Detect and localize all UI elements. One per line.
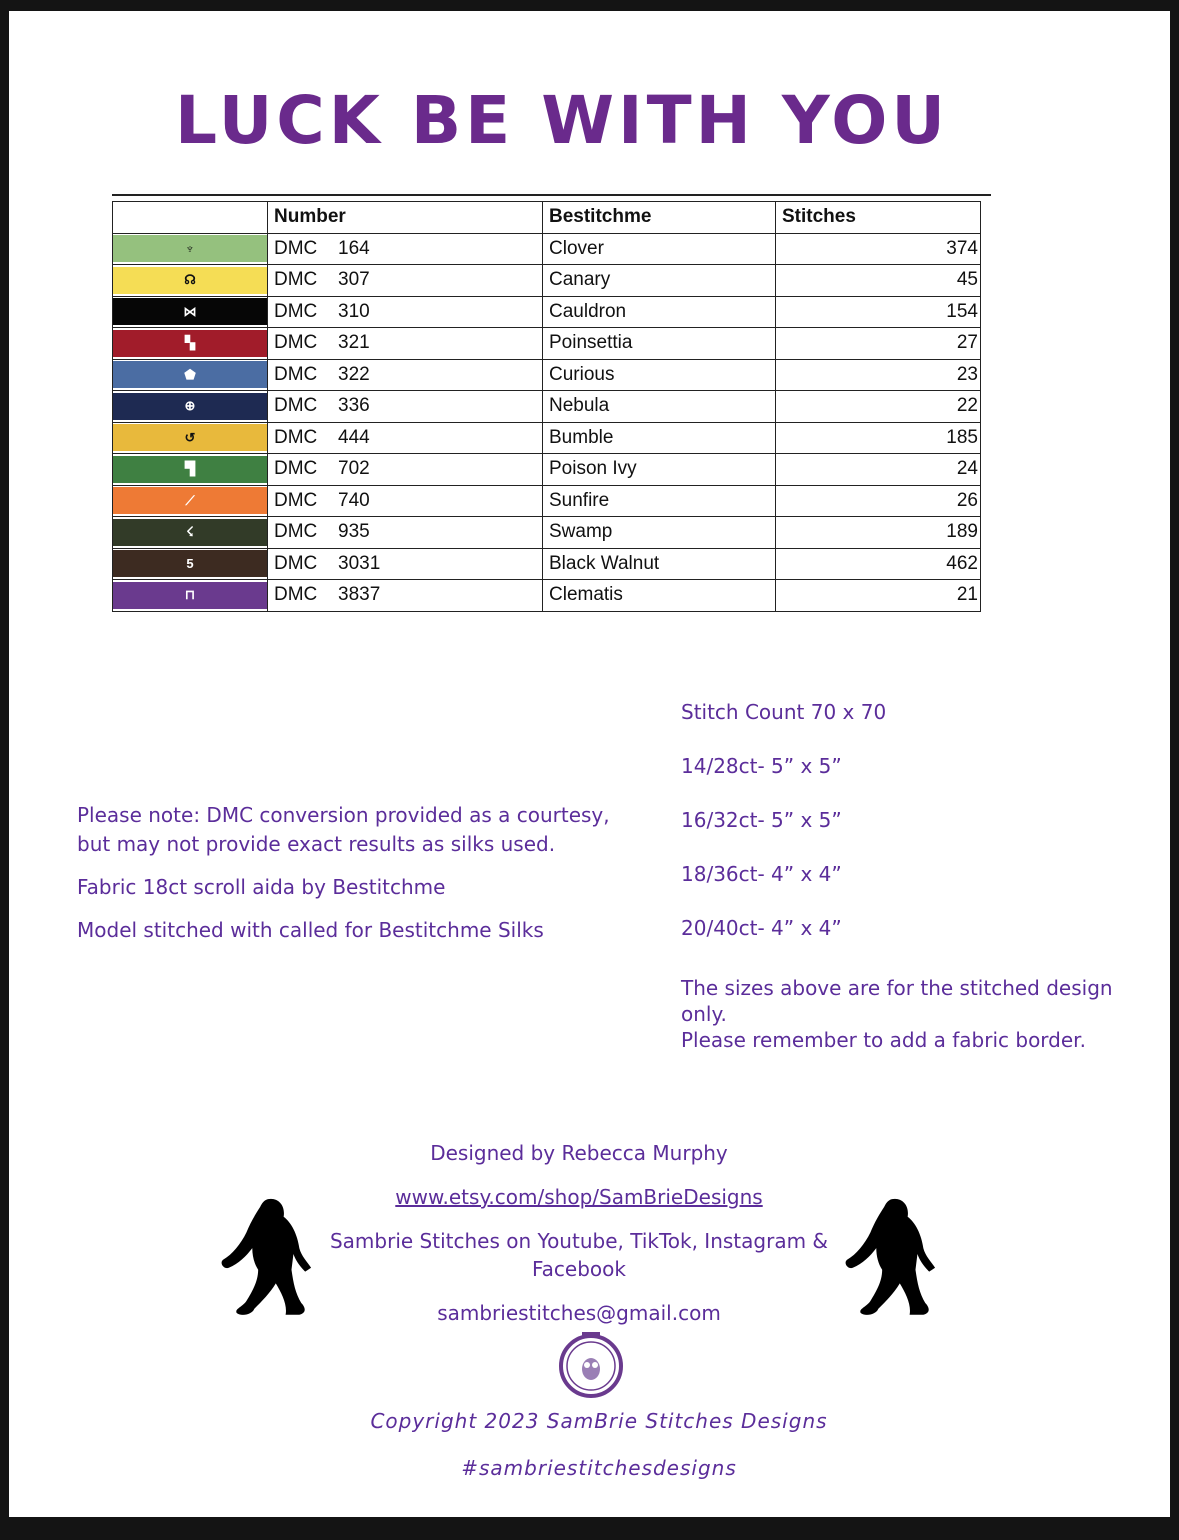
credits-block (309, 1139, 849, 1327)
circle-symbol: ⊕ (113, 393, 267, 420)
header-symbol (113, 202, 268, 234)
dmc-number-cell (268, 517, 543, 549)
dmc-number-cell (268, 265, 543, 297)
diagonal-symbol: ⟋ (113, 487, 267, 514)
dmc-prefix: DMC (274, 458, 318, 480)
dmc-number-cell (268, 328, 543, 360)
table-row (113, 265, 981, 297)
model-note: Model stitched with called for Bestitchme Silks (77, 918, 544, 942)
dmc-prefix: DMC (274, 426, 318, 448)
bigfoot-silhouette-icon (217, 1191, 315, 1319)
stitch-count-cell: 154 (776, 296, 981, 328)
stitch-count: Stitch Count 70 x 70 (681, 700, 887, 724)
dmc-prefix: DMC (274, 269, 318, 291)
bestitchme-name: Black Walnut (543, 548, 776, 580)
stitch-count-cell: 45 (776, 265, 981, 297)
symbol-cell (113, 328, 268, 360)
symbol-cell (113, 391, 268, 423)
table-row (113, 485, 981, 517)
copyright: Copyright 2023 SamBrie Stitches Designs (370, 1409, 828, 1433)
table-header-row (113, 202, 981, 234)
page-title: LUCK BE WITH YOU (175, 82, 949, 159)
table-row (113, 454, 981, 486)
bestitchme-name: Clematis (543, 580, 776, 612)
symbol-cell (113, 454, 268, 486)
stitch-count-cell: 26 (776, 485, 981, 517)
dmc-prefix: DMC (274, 332, 318, 354)
five-symbol: 5 (113, 550, 267, 577)
stitch-count-cell: 374 (776, 233, 981, 265)
pentagon-symbol: ⬟ (113, 361, 267, 388)
bestitchme-name: Sunfire (543, 485, 776, 517)
table-row (113, 517, 981, 549)
dmc-number-cell (268, 233, 543, 265)
table-row (113, 422, 981, 454)
header-number: Number (268, 202, 543, 234)
dmc-number-cell (268, 548, 543, 580)
notes-block (77, 801, 637, 959)
symbol-cell (113, 485, 268, 517)
bestitchme-name: Clover (543, 233, 776, 265)
size-note (681, 975, 1121, 1053)
stitch-count-cell: 189 (776, 517, 981, 549)
dmc-prefix: DMC (274, 584, 318, 606)
dmc-number-cell (268, 359, 543, 391)
dmc-number: 3837 (338, 584, 381, 606)
dmc-prefix: DMC (274, 489, 318, 511)
bestitchme-name: Canary (543, 265, 776, 297)
table-row (113, 328, 981, 360)
dmc-prefix: DMC (274, 521, 318, 543)
dmc-number: 164 (338, 237, 370, 259)
dmc-number: 3031 (338, 552, 381, 574)
dmc-number-cell (268, 454, 543, 486)
symbol-cell (113, 233, 268, 265)
bestitchme-name: Poison Ivy (543, 454, 776, 486)
symbol-cell (113, 517, 268, 549)
table-row (113, 233, 981, 265)
specs-block (681, 699, 1121, 1053)
dmc-prefix: DMC (274, 300, 318, 322)
fabric-note: Fabric 18ct scroll aida by Bestitchme (77, 875, 446, 899)
bigfoot-silhouette-icon (841, 1191, 939, 1319)
table-row (113, 391, 981, 423)
dmc-number: 740 (338, 489, 370, 511)
dmc-number: 444 (338, 426, 370, 448)
stitch-count-cell: 462 (776, 548, 981, 580)
dmc-number: 935 (338, 521, 370, 543)
dmc-number: 310 (338, 300, 370, 322)
swirl-symbol: ↺ (113, 424, 267, 451)
size-note-2: Please remember to add a fabric border. (681, 1028, 1086, 1052)
checker-symbol: ▚ (113, 330, 267, 357)
dmc-number-cell (268, 580, 543, 612)
size-16: 16/32ct- 5” x 5” (681, 808, 842, 832)
bestitchme-name: Bumble (543, 422, 776, 454)
dmc-number: 336 (338, 395, 370, 417)
table-row (113, 359, 981, 391)
symbol-cell (113, 422, 268, 454)
sambrie-logo-icon (556, 1329, 626, 1399)
size-note-1: The sizes above are for the stitched design only. (681, 976, 1113, 1026)
designer-credit: Designed by Rebecca Murphy (430, 1141, 728, 1165)
table-row (113, 548, 981, 580)
dmc-number-cell (268, 296, 543, 328)
dmc-number-cell (268, 391, 543, 423)
pattern-page (9, 11, 1170, 1517)
table-row (113, 580, 981, 612)
dmc-number: 322 (338, 363, 370, 385)
dmc-number: 321 (338, 332, 370, 354)
bestitchme-name: Poinsettia (543, 328, 776, 360)
mic-symbol: ♆ (113, 235, 267, 262)
size-20: 20/40ct- 4” x 4” (681, 916, 842, 940)
dmc-prefix: DMC (274, 552, 318, 574)
stitch-count-cell: 185 (776, 422, 981, 454)
bestitchme-name: Curious (543, 359, 776, 391)
dmc-prefix: DMC (274, 395, 318, 417)
size-18: 18/36ct- 4” x 4” (681, 862, 842, 886)
dmc-prefix: DMC (274, 237, 318, 259)
symbol-cell (113, 580, 268, 612)
frame-symbol: ⊓ (113, 582, 267, 609)
hand-symbol: ☇ (113, 519, 267, 546)
header-bestitchme: Bestitchme (543, 202, 776, 234)
stitch-count-cell: 27 (776, 328, 981, 360)
email-address: sambriestitches@gmail.com (437, 1301, 721, 1325)
dmc-number: 307 (338, 269, 370, 291)
table-row (113, 296, 981, 328)
size-14: 14/28ct- 5” x 5” (681, 754, 842, 778)
etsy-shop-link[interactable]: www.etsy.com/shop/SamBrieDesigns (395, 1185, 763, 1209)
bowtie-symbol: ⋈ (113, 298, 267, 325)
header-stitches: Stitches (776, 202, 981, 234)
dmc-note: Please note: DMC conversion provided as a courtesy, but may not provide exact results as silks used. (77, 803, 610, 856)
symbol-cell (113, 296, 268, 328)
bestitchme-name: Cauldron (543, 296, 776, 328)
dmc-number: 702 (338, 458, 370, 480)
stitch-count-cell: 23 (776, 359, 981, 391)
symbol-cell (113, 548, 268, 580)
symbol-cell (113, 265, 268, 297)
dmc-number-cell (268, 422, 543, 454)
dmc-prefix: DMC (274, 363, 318, 385)
stitch-count-cell: 21 (776, 580, 981, 612)
table-top-rule (112, 194, 991, 196)
bestitchme-name: Nebula (543, 391, 776, 423)
stitch-count-cell: 22 (776, 391, 981, 423)
bestitchme-name: Swamp (543, 517, 776, 549)
dmc-number-cell (268, 485, 543, 517)
block-symbol: ▜ (113, 456, 267, 483)
stitch-count-cell: 24 (776, 454, 981, 486)
person-symbol: ☊ (113, 267, 267, 294)
color-key-table (112, 201, 981, 612)
social-credit: Sambrie Stitches on Youtube, TikTok, Instagram & Facebook (329, 1229, 829, 1281)
symbol-cell (113, 359, 268, 391)
hashtag: #sambriestitchesdesigns (461, 1456, 737, 1480)
